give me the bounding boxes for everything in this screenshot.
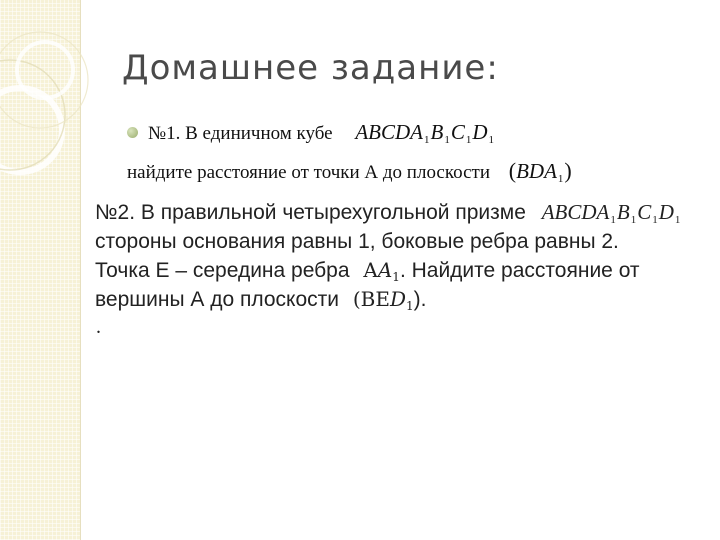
problem2-row4: вершины А до плоскости $(BED_1)$.	[95, 287, 427, 313]
plane2-name: ($BED_1$	[352, 287, 414, 313]
prism-name: $ABCDA_1B_1C_1D_1$	[541, 200, 681, 226]
problem1-text: №1. В единичном кубе	[148, 123, 333, 144]
problem1-text2: найдите расстояние от точки А до плоскости	[127, 162, 490, 183]
problem2-row1: №2. В правильной четырехугольной призме $ABCDA_1B_1C_1D_1$	[95, 200, 681, 226]
bullet-icon	[127, 127, 138, 138]
plane-name: $(BDA_1)$	[508, 158, 572, 185]
trailing-dot: .	[96, 316, 101, 338]
problem1-line1	[148, 120, 495, 146]
problem2-row3: Точка Е – середина ребра $AA_1$. Найдите расстояние от	[95, 258, 640, 284]
slide-title: Домашнее задание:	[122, 48, 499, 88]
problem1-line2	[127, 158, 572, 185]
cube-name: $ABCDA_1B_1C_1D_1$	[355, 120, 495, 146]
decorative-circles	[0, 0, 130, 200]
problem2-row2: стороны основания равны 1, боковые ребра равны 2.	[95, 230, 619, 253]
edge-name: $AA_1$	[363, 258, 400, 284]
problem2	[95, 198, 705, 314]
